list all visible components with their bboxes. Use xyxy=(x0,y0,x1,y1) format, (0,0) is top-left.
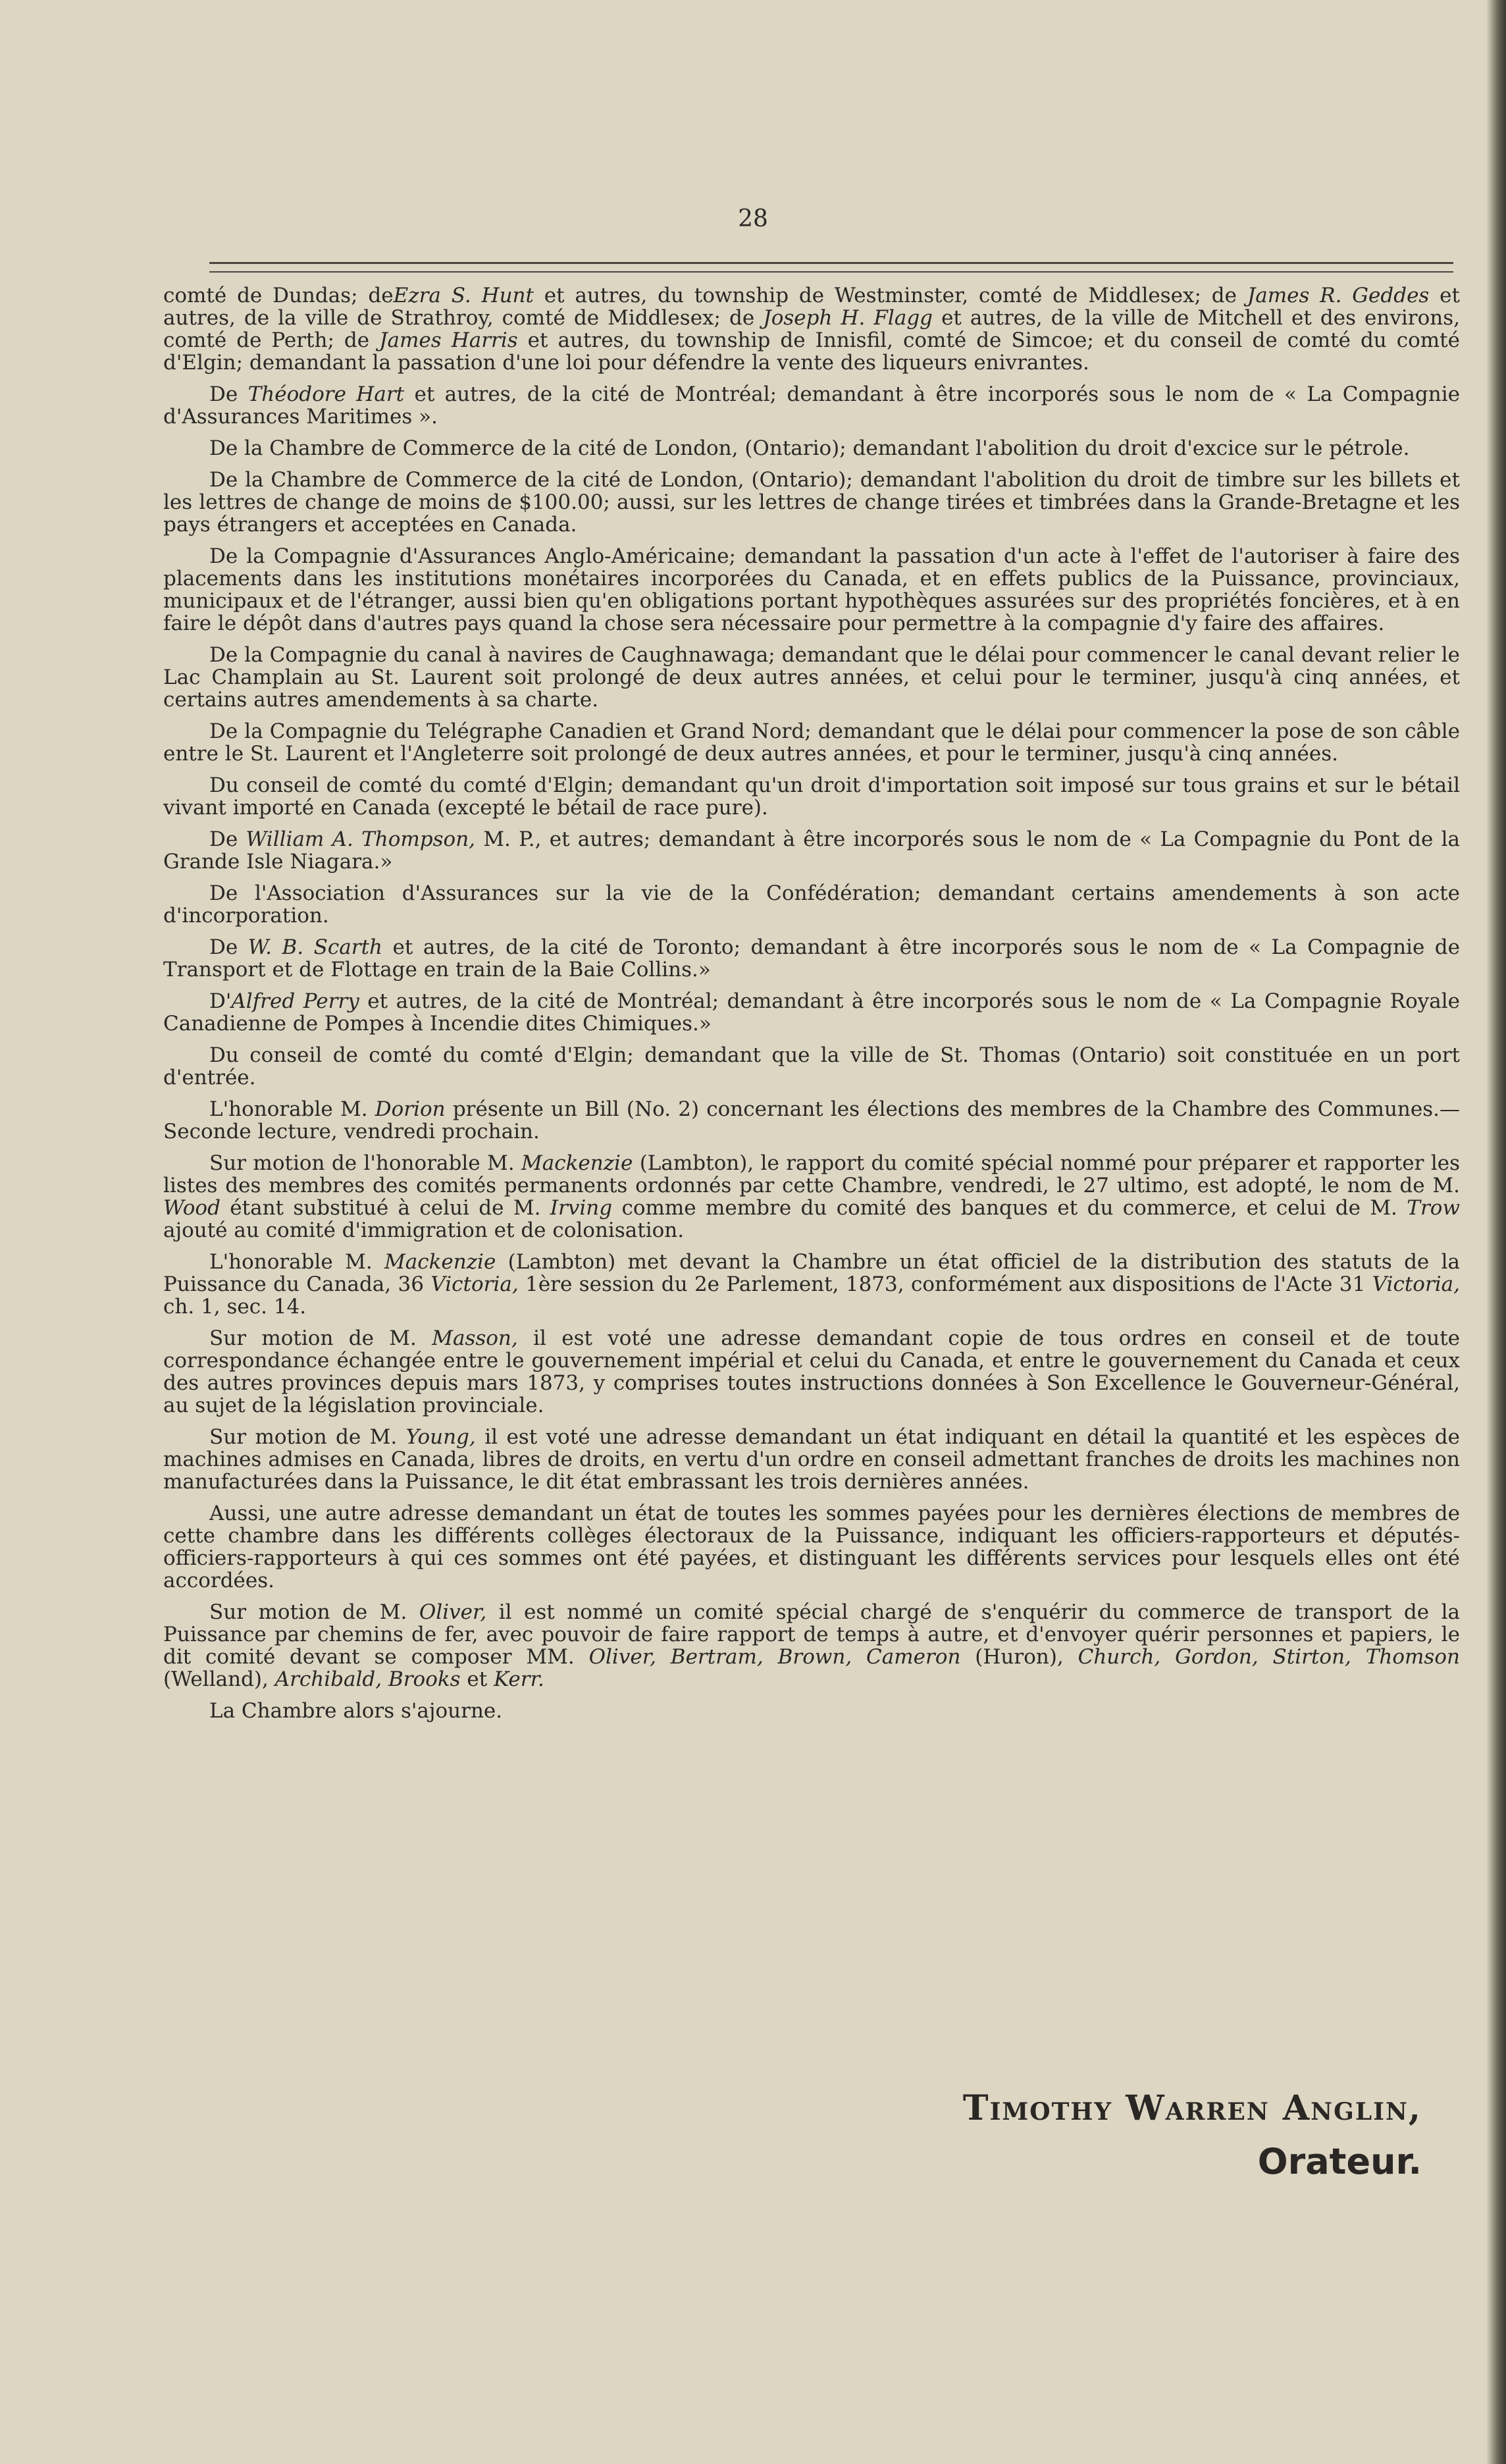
text-run: La Chambre alors s'ajourne. xyxy=(209,1699,503,1723)
text-run: De la Chambre de Commerce de la cité de London, (Ontario); demandant l'abolition du droit de timbre sur les billets et les lettres de change de moins de $100.00; aussi, sur les lettres de change tirées et timbrées dans la Grande-Bretagne et les pays étrangers et acceptées en Canada. xyxy=(163,468,1460,537)
paragraph xyxy=(163,1152,1460,1242)
text-run: De la Chambre de Commerce de la cité de London, (Ontario); demandant l'abolition du droit d'excice sur le pétrole. xyxy=(209,436,1410,460)
italic-name: W. B. Scarth xyxy=(247,935,382,959)
header-rule-thin xyxy=(209,271,1453,273)
paragraph xyxy=(163,1251,1460,1318)
italic-name: Mackenzie xyxy=(521,1151,633,1175)
text-run: L'honorable M. xyxy=(209,1097,375,1121)
body-text xyxy=(163,284,1460,1731)
text-run: ajouté au comité d'immigration et de colonisation. xyxy=(163,1219,685,1242)
italic-name: Alfred Perry xyxy=(231,989,359,1013)
signature-title: Orateur. xyxy=(1257,2141,1422,2182)
paragraph xyxy=(163,1601,1460,1691)
header-rule xyxy=(209,262,1453,264)
italic-name: William A. Thompson, xyxy=(246,827,476,851)
italic-name: Ezra S. Hunt xyxy=(393,284,534,307)
italic-name: Théodore Hart xyxy=(247,382,405,406)
paragraph xyxy=(163,882,1460,927)
paragraph xyxy=(163,437,1460,459)
text-run: et autres, du township de Westminster, comté de Middlesex; de xyxy=(533,284,1247,307)
text-run: Sur motion de M. xyxy=(209,1326,432,1350)
text-run: et autres, de la cité de Toronto; demandant à être incorporés sous le nom de « La Compagnie de Transport et de Flottage en train de la Baie Collins.» xyxy=(163,935,1460,982)
italic-name: Church, Gordon, Stirton, Thomson xyxy=(1078,1645,1460,1669)
paragraph xyxy=(163,644,1460,711)
text-run: et autres, de la ville de Strathroy, comté de Middlesex; de xyxy=(163,284,1460,330)
italic-name: Wood xyxy=(163,1196,221,1220)
paragraph xyxy=(163,828,1460,873)
text-run: et xyxy=(460,1667,494,1691)
text-run: et autres, du township de Innisfil, comté de Simcoe; et du conseil de comté du comté d'Elgin; demandant la passation d'une loi pour défendre la vente des liqueurs enivrantes. xyxy=(163,328,1460,375)
text-run: Sur motion de l'honorable M. xyxy=(209,1151,522,1175)
paragraph xyxy=(163,936,1460,981)
italic-name: Archibald, Brooks xyxy=(274,1667,461,1691)
italic-name: Trow xyxy=(1407,1196,1460,1220)
text-run: D' xyxy=(209,989,232,1013)
text-run: et autres, de la cité de Montréal; demandant à être incorporés sous le nom de « La Compagnie d'Assurances Maritimes ». xyxy=(163,382,1460,429)
italic-name: Joseph H. Flagg xyxy=(763,306,933,330)
text-run: Du conseil de comté du comté d'Elgin; demandant que la ville de St. Thomas (Ontario) soit constituée en un port d'entrée. xyxy=(163,1043,1460,1089)
paragraph xyxy=(163,1044,1460,1089)
text-run: et autres, de la cité de Montréal; demandant à être incorporés sous le nom de « La Compagnie Royale Canadienne de Pompes à Incendie dites Chimiques.» xyxy=(163,989,1460,1035)
text-run: De xyxy=(209,827,246,851)
text-run: De xyxy=(209,935,248,959)
italic-name: James R. Geddes xyxy=(1247,284,1430,307)
text-run: il est voté une adresse demandant copie de tous ordres en conseil et de toute correspondance échangée entre le gouvernement impérial et celui du Canada, et entre le gouvernement du Canada et ceux des autres provinces depuis mars 1873, y comprises toutes instructions données à Son Excellence le Gouverneur-Général, au sujet de la législation provinciale. xyxy=(163,1326,1460,1417)
italic-name: Masson, xyxy=(432,1326,518,1350)
italic-name: James Harris xyxy=(379,328,518,352)
text-run: (Lambton) met devant la Chambre un état officiel de la distribution des statuts de la Puissance du Canada, 36 xyxy=(163,1250,1460,1296)
paragraph xyxy=(163,990,1460,1035)
paragraph xyxy=(163,284,1460,374)
text-run: De l'Association d'Assurances sur la vie de la Confédération; demandant certains amendements à son acte d'incorporation. xyxy=(163,881,1460,928)
paragraph xyxy=(163,1098,1460,1143)
text-run: et autres, de la ville de Mitchell et des environs, comté de Perth; de xyxy=(163,306,1460,352)
page-edge-shadow xyxy=(1486,0,1506,2464)
italic-name: Victoria, xyxy=(430,1272,519,1296)
text-run: (Huron), xyxy=(960,1645,1078,1669)
text-run: 1ère session du 2e Parlement, 1873, conformément aux dispositions de l'Acte 31 xyxy=(518,1272,1372,1296)
text-run: Du conseil de comté du comté d'Elgin; demandant qu'un droit d'importation soit imposé sur tous grains et sur le bétail vivant importé en Canada (excepté le bétail de race pure). xyxy=(163,773,1460,820)
text-run: ch. 1, sec. 14. xyxy=(163,1295,307,1319)
italic-name: Young, xyxy=(405,1425,476,1449)
paragraph xyxy=(163,545,1460,635)
text-run: (Lambton), le rapport du comité spécial nommé pour préparer et rapporter les listes des membres des comités permanents ordonnés par cette Chambre, vendredi, le 27 ultimo, est adopté, le nom de M. xyxy=(163,1151,1460,1197)
text-run: De la Compagnie du Telégraphe Canadien et Grand Nord; demandant que le délai pour commencer la pose de son câble entre le St. Laurent et l'Angleterre soit prolongé de deux autres années, et pour le terminer, jusqu'à cinq années. xyxy=(163,720,1460,766)
text-run: comté de Dundas; de xyxy=(163,284,394,307)
italic-name: Kerr. xyxy=(494,1667,544,1691)
text-run: étant substitué à celui de M. xyxy=(220,1196,550,1220)
text-run: L'honorable M. xyxy=(209,1250,385,1274)
text-run: De la Compagnie d'Assurances Anglo-Américaine; demandant la passation d'un acte à l'effet de l'autoriser à faire des placements dans les institutions monétaires incorporées du Canada, et en effets publics de la Puissance, provinciaux, municipaux et de l'étranger, aussi bien qu'en obligations portant hypothèques assurées sur des propriétés foncières, et à en faire le dépôt dans d'autres pays quand la chose sera nécessaire pour permettre à la compagnie d'y faire des affaires. xyxy=(163,544,1460,635)
paragraph xyxy=(163,774,1460,819)
text-run: De xyxy=(209,382,248,406)
paragraph xyxy=(163,1700,1460,1722)
text-run: M. P., et autres; demandant à être incorporés sous le nom de « La Compagnie du Pont de la Grande Isle Niagara.» xyxy=(163,827,1460,874)
text-run: il est nommé un comité spécial chargé de s'enquérir du commerce de transport de la Puissance par chemins de fer, avec pouvoir de faire rapport de temps à autre, et d'envoyer quérir personnes et papiers, le dit comité devant se composer MM. xyxy=(163,1600,1460,1669)
italic-name: Irving xyxy=(550,1196,613,1220)
page-number: 28 xyxy=(738,205,768,232)
text-run: Aussi, une autre adresse demandant un état de toutes les sommes payées pour les dernières élections de membres de cette chambre dans les différents collèges électoraux de la Puissance, indiquant les officiers-rapporteurs et députés-officiers-rapporteurs à qui ces sommes ont été payées, et distinguant les différents services pour lesquels elles ont été accordées. xyxy=(163,1502,1460,1592)
text-run: présente un Bill (No. 2) concernant les élections des membres de la Chambre des Communes.—Seconde lecture, vendredi prochain. xyxy=(163,1097,1460,1143)
paragraph xyxy=(163,383,1460,428)
italic-name: Oliver, Bertram, Brown, Cameron xyxy=(588,1645,961,1669)
text-run: il est voté une adresse demandant un état indiquant en détail la quantité et les espèces de machines admises en Canada, libres de droits, en vertu d'un ordre en conseil admettant franches de droits les machines non manufacturées dans la Puissance, le dit état embrassant les trois dernières années. xyxy=(163,1425,1460,1494)
paragraph xyxy=(163,1502,1460,1592)
text-run: De la Compagnie du canal à navires de Caughnawaga; demandant que le délai pour commencer le canal devant relier le Lac Champlain au St. Laurent soit prolongé de deux autres années, et celui pour le terminer, jusqu'à cinq années, et certains autres amendements à sa charte. xyxy=(163,643,1460,712)
text-run: comme membre du comité des banques et du commerce, et celui de M. xyxy=(612,1196,1407,1220)
text-run: (Welland), xyxy=(163,1667,275,1691)
paragraph xyxy=(163,1327,1460,1417)
paragraph xyxy=(163,1426,1460,1493)
italic-name: Mackenzie xyxy=(384,1250,496,1274)
paragraph xyxy=(163,469,1460,536)
italic-name: Victoria, xyxy=(1372,1272,1461,1296)
italic-name: Oliver, xyxy=(419,1600,487,1624)
paragraph xyxy=(163,720,1460,765)
text-run: Sur motion de M. xyxy=(209,1425,406,1449)
italic-name: Dorion xyxy=(375,1097,446,1121)
signature-name: Timothy Warren Anglin, xyxy=(962,2088,1422,2128)
text-run: Sur motion de M. xyxy=(209,1600,419,1624)
